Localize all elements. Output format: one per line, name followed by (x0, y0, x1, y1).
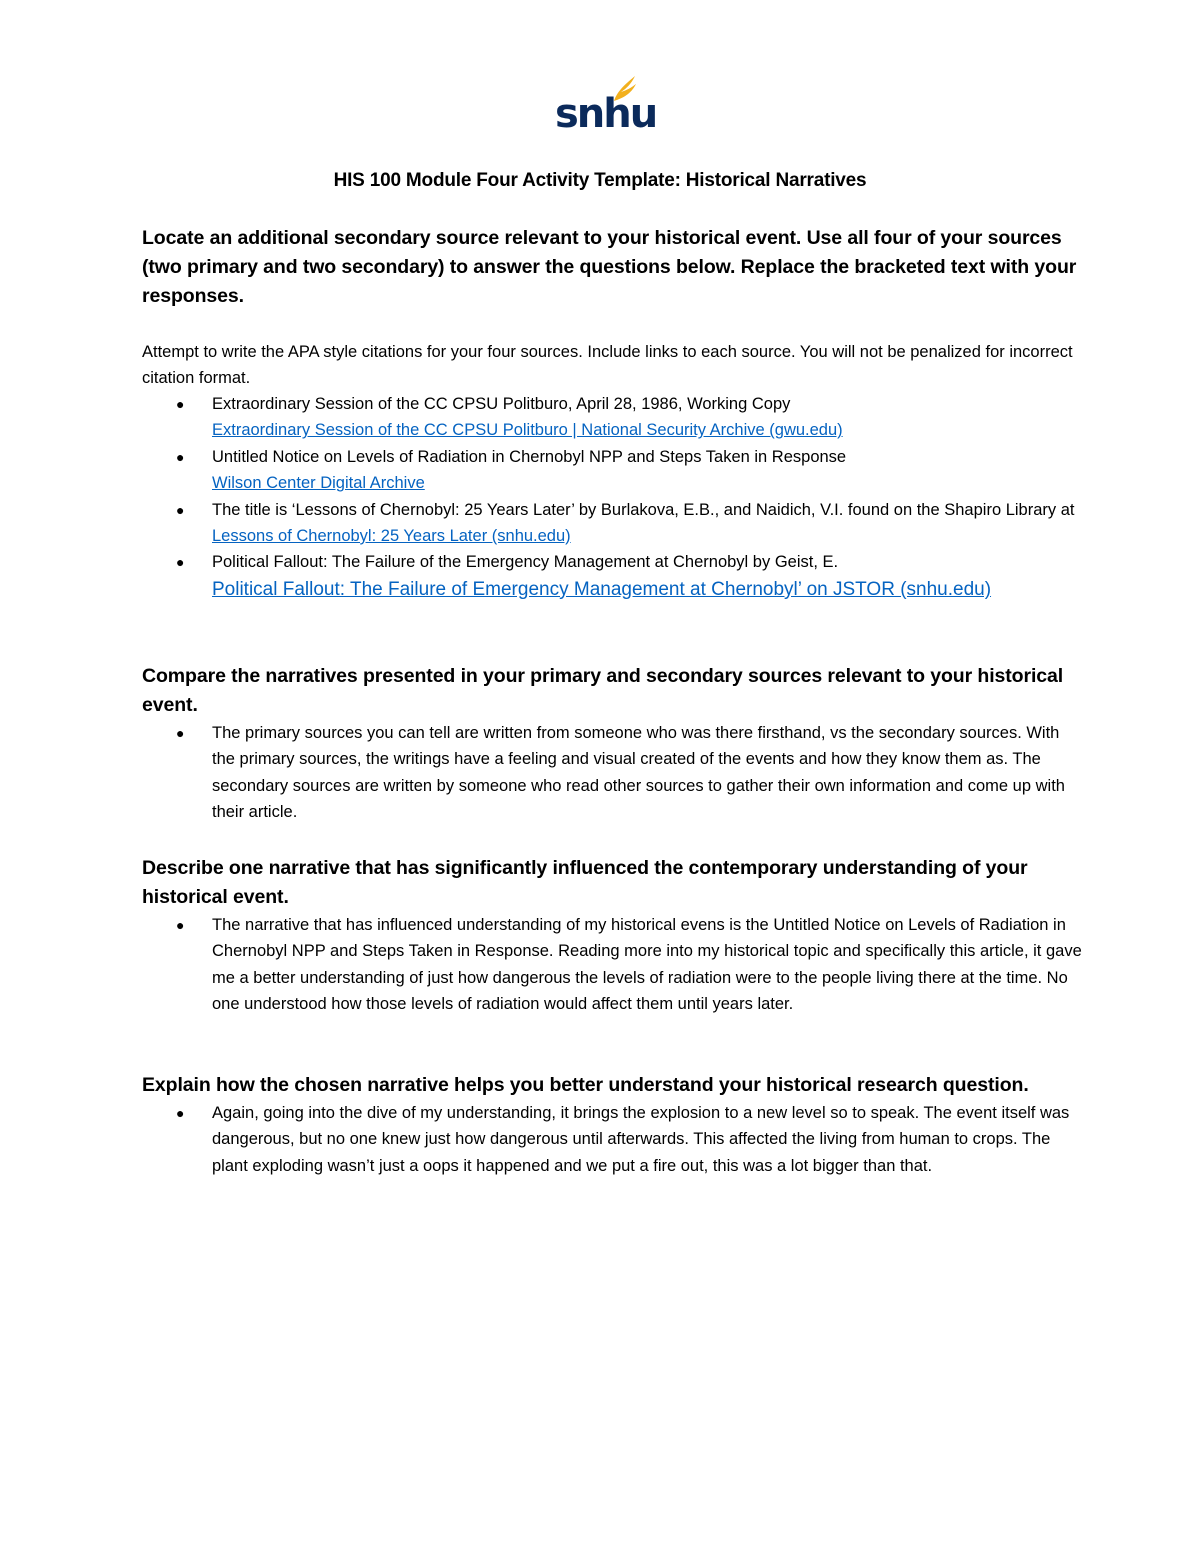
citation-item (142, 444, 1082, 497)
bullet-icon: ● (176, 1105, 185, 1121)
answer-item (142, 912, 1082, 1018)
citation-item (142, 497, 1082, 550)
answer-list (142, 720, 1082, 826)
snhu-logo (555, 74, 657, 137)
question-prompt: Explain how the chosen narrative helps you better understand your historical research question. (142, 1074, 1029, 1096)
answer-item (142, 1100, 1082, 1179)
logo-wordmark: snhu (555, 91, 657, 137)
answer-text: Again, going into the dive of my understanding, it brings the explosion to a new level so to speak. The event itself was dangerous, but no one knew just how dangerous until afterwards. This affected the living from human to crops. The plant exploding wasn’t just a oops it happened and we put a fire out, this was a lot bigger than that. (212, 1104, 1070, 1175)
bullet-icon: ● (176, 725, 185, 741)
citation-list (142, 391, 1082, 604)
citation-link[interactable]: Political Fallout: The Failure of Emergency Management at Chernobyl’ on JSTOR (snhu.edu) (212, 578, 992, 600)
citation-item (142, 549, 1082, 603)
answer-list (142, 1100, 1082, 1179)
bullet-icon: ● (176, 448, 185, 465)
bullet-icon: ● (176, 396, 185, 412)
question-prompt: Describe one narrative that has significantly influenced the contemporary understanding of your historical event. (142, 857, 1028, 908)
question-section (142, 662, 1082, 826)
citation-text: Political Fallout: The Failure of the Emergency Management at Chernobyl by Geist, E. (212, 553, 839, 572)
citation-text: The title is ‘Lessons of Chernobyl: 25 Years Later’ by Burlakova, E.B., and Naidich, V.I. found on the Shapiro Library at (212, 500, 1075, 519)
citation-text: Extraordinary Session of the CC CPSU Politburo, April 28, 1986, Working Copy (212, 395, 791, 413)
answer-item (142, 720, 1082, 826)
citations-intro: Attempt to write the APA style citations for your four sources. Include links to each source. You will not be penalized for incorrect citation format. (142, 343, 1073, 387)
citation-link[interactable]: Wilson Center Digital Archive (212, 474, 425, 493)
instructions-text: Locate an additional secondary source relevant to your historical event. Use all four of your sources (two primary and two secondary) to answer the questions below. Replace the bracketed text with your responses. (142, 227, 1077, 307)
answer-text: The narrative that has influenced understanding of my historical evens is the Untitled Notice on Levels of Radiation in Chernobyl NPP and Steps Taken in Response. Reading more into my historical topic and specifically this article, it gave me a better understanding of just how dangerous the levels of radiation were to the people living there at the time. No one understood how those levels of radiation would affect them until years later. (212, 916, 1082, 1014)
citations-section (142, 339, 1082, 604)
citation-text: Untitled Notice on Levels of Radiation in Chernobyl NPP and Steps Taken in Response (212, 447, 847, 466)
question-section (142, 854, 1082, 1018)
bullet-icon: ● (176, 554, 185, 571)
document-title: HIS 100 Module Four Activity Template: Historical Narratives (333, 170, 867, 191)
citation-link[interactable]: Extraordinary Session of the CC CPSU Politburo | National Security Archive (gwu.edu) (212, 421, 843, 440)
question-prompt: Compare the narratives presented in your primary and secondary sources relevant to your historical event. (142, 665, 1064, 716)
citation-link[interactable]: Lessons of Chernobyl: 25 Years Later (snhu.edu) (212, 527, 571, 546)
bullet-icon: ● (176, 917, 185, 933)
answer-text: The primary sources you can tell are written from someone who was there firsthand, vs the secondary sources. With the primary sources, the writings have a feeling and visual created of the events and how they know them as. The secondary sources are written by someone who read other sources to gather their own information and come up with their article. (212, 724, 1065, 822)
instructions-block (142, 224, 1082, 311)
citation-item (142, 391, 1082, 444)
answer-list (142, 912, 1082, 1018)
bullet-icon: ● (176, 501, 185, 518)
question-section (142, 1071, 1082, 1179)
